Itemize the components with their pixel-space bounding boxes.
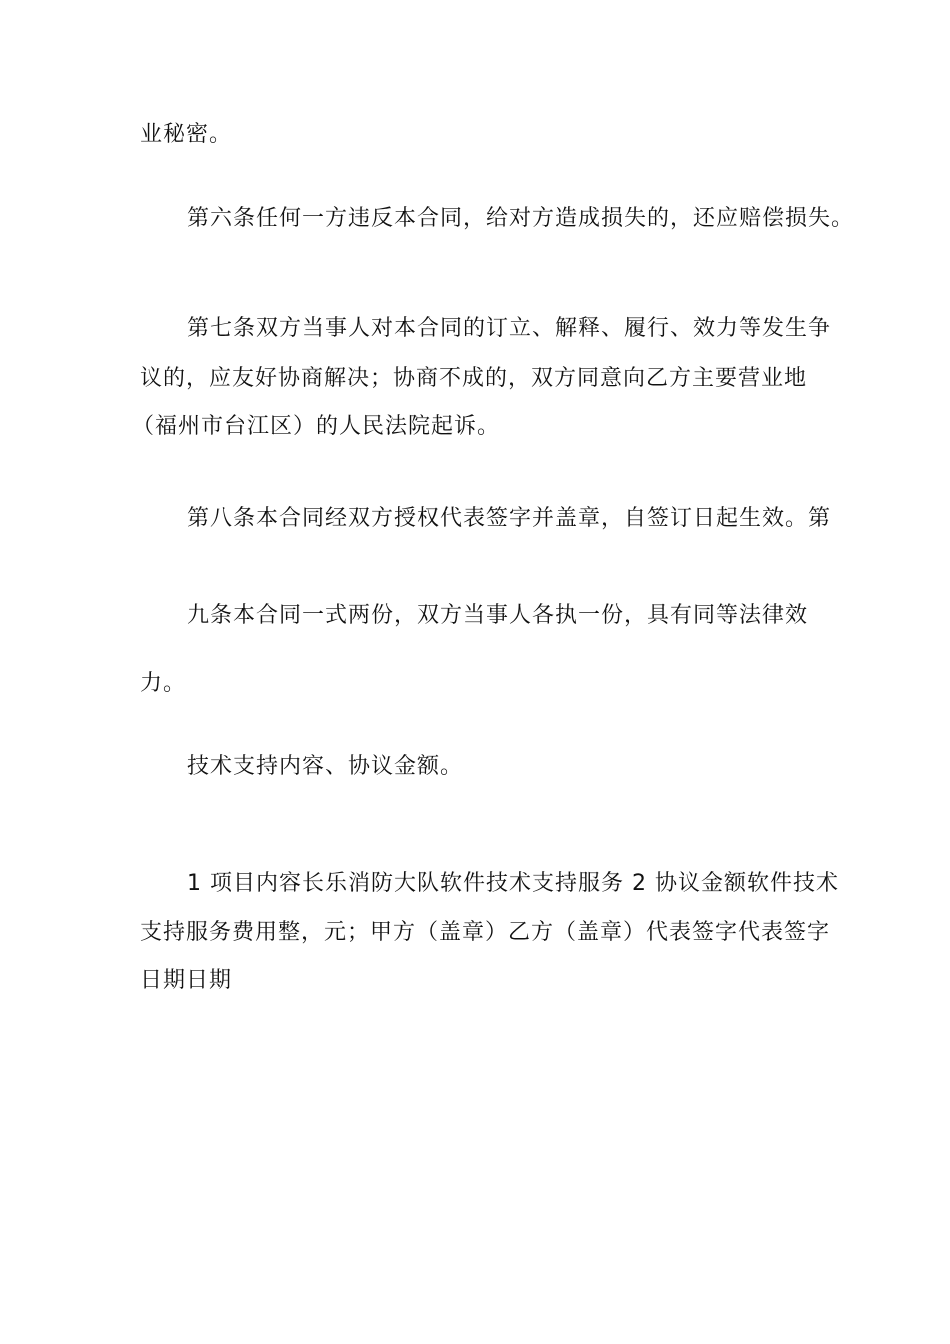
text-line: 第七条双方当事人对本合同的订立、解释、履行、效力等发生争 bbox=[187, 316, 832, 341]
text-line: 第六条任何一方违反本合同，给对方造成损失的，还应赔偿损失。 bbox=[187, 206, 855, 231]
text-line: 议的，应友好协商解决；协商不成的，双方同意向乙方主要营业地 bbox=[140, 366, 808, 391]
text-line: 支持服务费用整，元；甲方（盖章）乙方（盖章）代表签字代表签字 bbox=[140, 920, 831, 945]
text-line: 力。 bbox=[140, 671, 187, 696]
text-line: 日期日期 bbox=[140, 968, 233, 993]
text-line: （福州市台江区）的人民法院起诉。 bbox=[132, 414, 501, 439]
text-line: 第八条本合同经双方授权代表签字并盖章，自签订日起生效。第 bbox=[187, 506, 832, 531]
text-line: 九条本合同一式两份，双方当事人各执一份，具有同等法律效 bbox=[187, 603, 809, 628]
text-line: 技术支持内容、协议金额。 bbox=[187, 754, 464, 779]
text-line: 业秘密。 bbox=[140, 122, 233, 147]
text-line: 1 项目内容长乐消防大队软件技术支持服务 2 协议金额软件技术 bbox=[187, 871, 839, 896]
